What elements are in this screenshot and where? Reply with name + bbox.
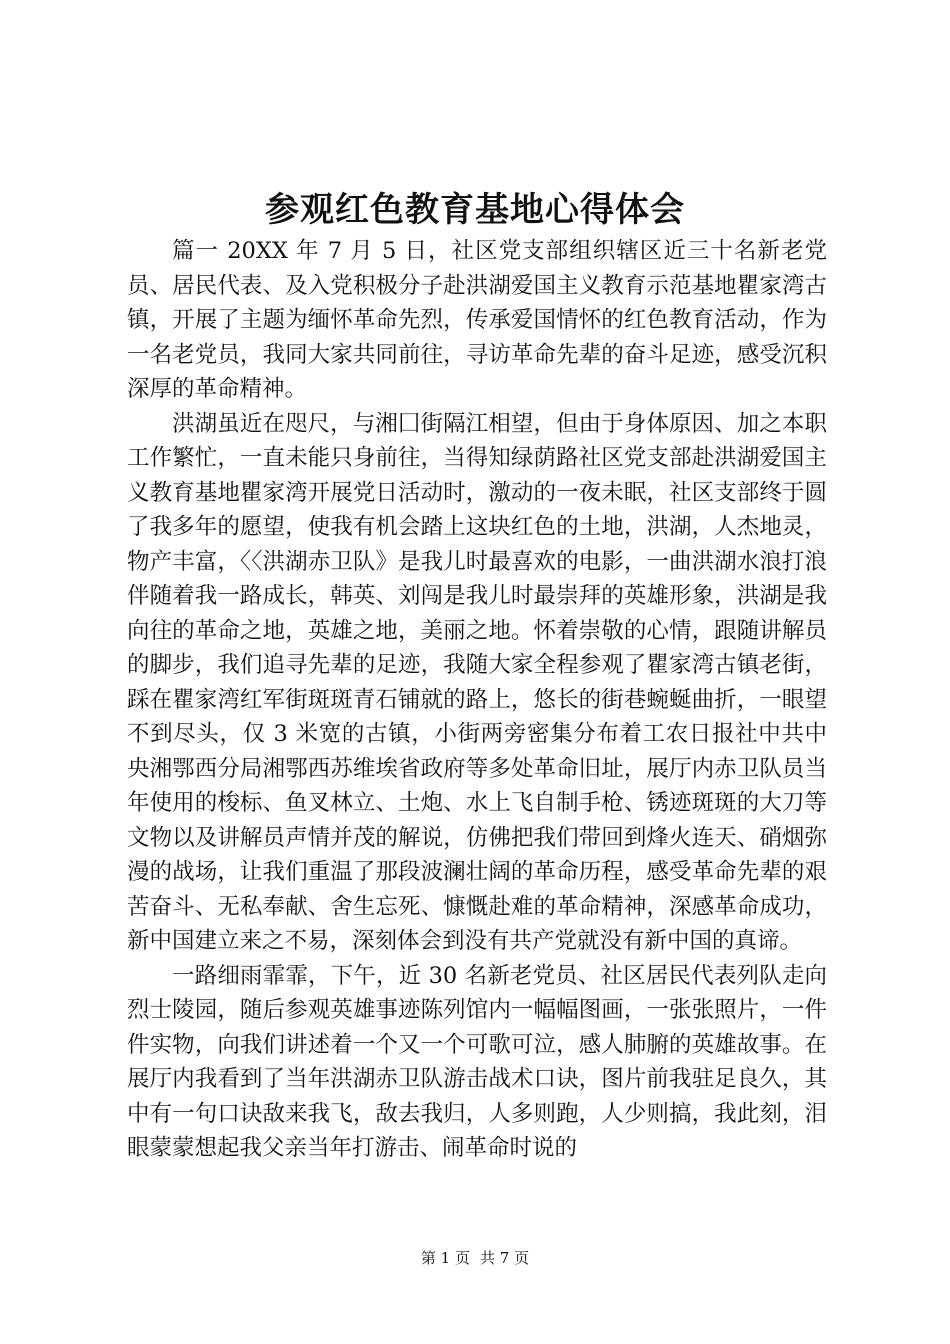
page-number: 第 1 页 xyxy=(420,1249,470,1267)
document-title: 参观红色教育基地心得体会 xyxy=(265,190,685,230)
paragraph-2: 洪湖虽近在咫尺，与湘囗街隔江相望，但由于身体原因、加之本职工作繁忙，一直未能只身前往，当得知绿荫路社区党支部赴洪湖爱国主义教育基地瞿家湾开展党日活动时，激动的一夜未眠，社区支部终于圆了我多年的愿望，使我有机会踏上这块红色的土地，洪湖，人杰地灵，物产丰富，〈〈洪湖赤卫队》是我儿时最喜欢的电影，一曲洪湖水浪打浪伴随着我一路成长，韩英、刘闯是我儿时最崇拜的英雄形象，洪湖是我向往的革命之地，英雄之地，美丽之地。怀着崇敬的心情，跟随讲解员的脚步，我们追寻先辈的足迹，我随大家全程参观了瞿家湾古镇老街，踩在瞿家湾红军街斑斑青石铺就的路上，悠长的街巷蜿蜒曲折，一眼望不到尽头，仅 3 米宽的古镇，小街两旁密集分布着工农日报社中共中央湘鄂西分局湘鄂西苏维埃省政府等多处革命旧址，展厅内赤卫队员当年使用的梭标、鱼叉林立、土炮、水上飞自制手枪、锈迹斑斑的大刀等文物以及讲解员声情并茂的解说，仿佛把我们带回到烽火连天、硝烟弥漫的战场，让我们重温了那段波澜壮阔的革命历程，感受革命先辈的艰苦奋斗、无私奉献、舍生忘死、慷慨赴难的革命精神，深感革命成功，新中国建立来之不易，深刻体会到没有共产党就没有新中国的真谛。 xyxy=(127,410,827,954)
document-body xyxy=(127,234,827,1166)
paragraph-3: 一路细雨霏霏，下午，近 30 名新老党员、社区居民代表列队走向烈士陵园，随后参观英雄事迹陈列馆内一幅幅图画，一张张照片，一件件实物，向我们讲述着一个又一个可歌可泣，感人肺腑的英雄故事。在展厅内我看到了当年洪湖赤卫队游击战术口诀，图片前我驻足良久，其中有一句口诀敌来我飞，敌去我归，人多则跑，人少则搞，我此刻，泪眼蒙蒙想起我父亲当年打游击、闹革命时说的 xyxy=(127,962,827,1161)
page-total: 共 7 页 xyxy=(480,1249,530,1267)
page-footer xyxy=(0,1248,950,1268)
paragraph-1: 篇一 20XX 年 7 月 5 日，社区党支部组织辖区近三十名新老党员、居民代表、及入党积极分子赴洪湖爱国主义教育示范基地瞿家湾古镇，开展了主题为缅怀革命先烈，传承爱国情怀的红色教育活动，作为一名老党员，我同大家共同前往，寻访革命先辈的奋斗足迹，感受沉积深厚的革命精神。 xyxy=(127,238,827,402)
